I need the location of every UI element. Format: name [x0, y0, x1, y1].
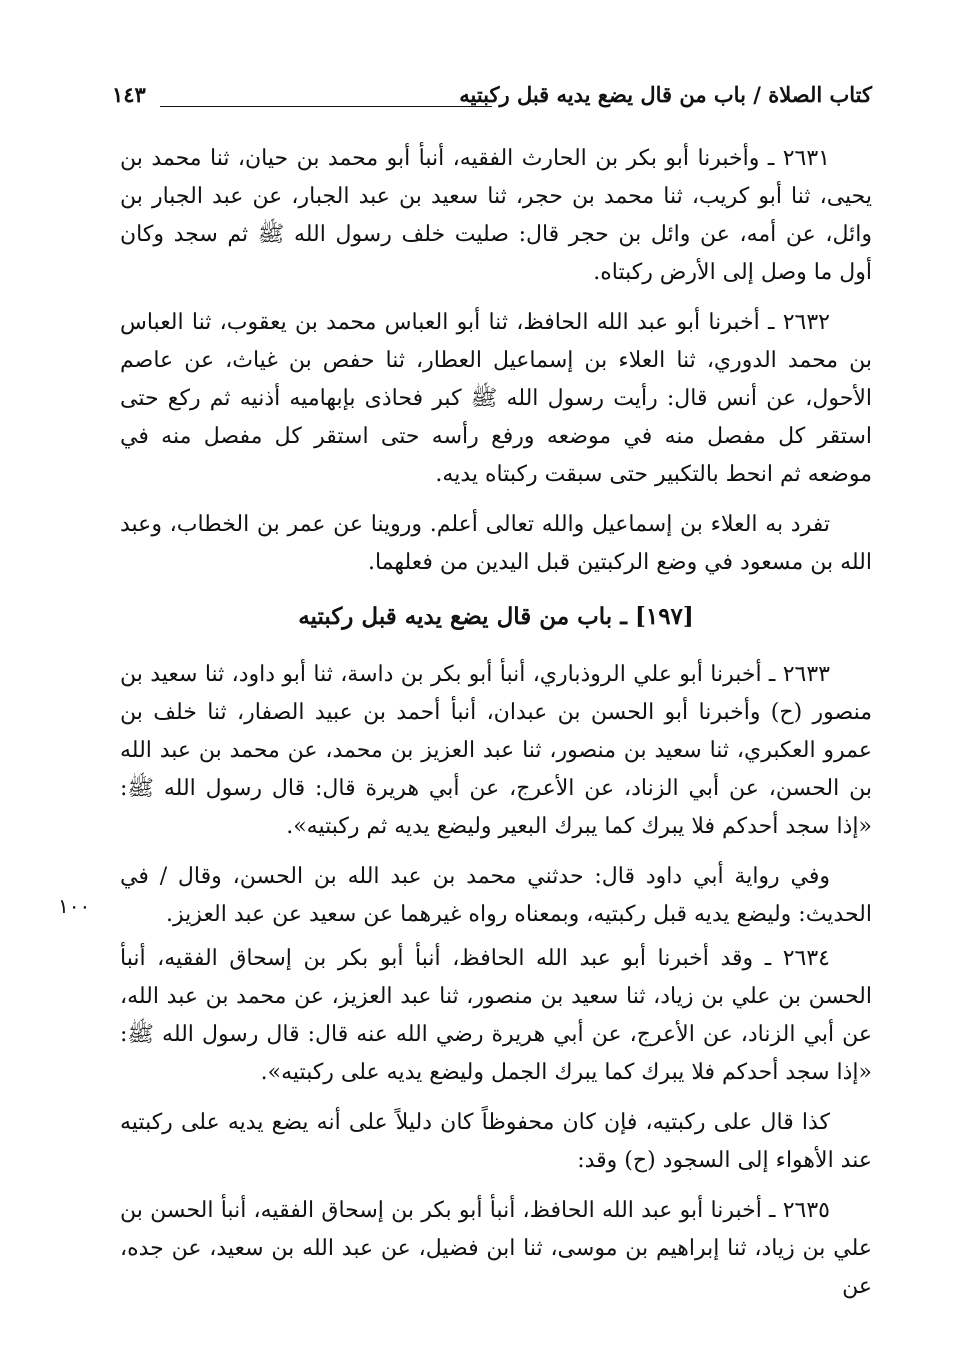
abu-dawud-variant: وفي رواية أبي داود قال: حدثني محمد بن عبد الله بن الحسن، وقال / في الحديث: وليضع يديه قبل ركبتيه، وبمعناه رواه غيرهما عن سعيد عن عبد العزيز.	[120, 864, 872, 927]
header-rule	[160, 106, 492, 107]
running-title: كتاب الصلاة / باب من قال يضع يديه قبل ركبتيه	[459, 82, 872, 107]
commentary-paragraph-2: كذا قال على ركبتيه، فإن كان محفوظاً كان دليلاً على أنه يضع يديه على ركبتيه عند الأهواء إلى السجود (ح) وقد:	[120, 1110, 872, 1173]
page-number: ١٤٣	[112, 82, 146, 107]
hadith-2634: ٢٦٣٤ ـ وقد أخبرنا أبو عبد الله الحافظ، أنبأ أبو بكر بن إسحاق الفقيه، أنبأ الحسن بن علي بن زياد، ثنا سعيد بن منصور، ثنا عبد العزيز، عن محمد بن عبد الله، عن أبي الزناد، عن الأعرج، عن أبي هريرة رضي الله عنه قال: قال رسول الله ﷺ: «إذا سجد أحدكم فلا يبرك كما يبرك الجمل وليضع يديه على ركبتيه».	[120, 946, 872, 1085]
hadith-2635: ٢٦٣٥ ـ أخبرنا أبو عبد الله الحافظ، أنبأ أبو بكر بن إسحاق الفقيه، أنبأ الحسن بن علي بن زياد، ثنا إبراهيم بن موسى، ثنا ابن فضيل، عن عبد الله بن سعيد، عن جده، عن	[120, 1198, 872, 1299]
chapter-heading: [١٩٧] ـ باب من قال يضع يديه قبل ركبتيه	[298, 603, 694, 630]
hadith-2633: ٢٦٣٣ ـ أخبرنا أبو علي الروذباري، أنبأ أبو بكر بن داسة، ثنا أبو داود، ثنا سعيد بن منصور (ح) وأخبرنا أبو الحسن بن عبدان، أنبأ أحمد بن عبيد الصفار، ثنا خلف بن عمرو العكبري، ثنا سعيد بن منصور، ثنا عبد العزيز بن محمد، عن محمد بن عبد الله بن الحسن، عن أبي الزناد، عن الأعرج، عن أبي هريرة قال: قال رسول الله ﷺ: «إذا سجد أحدكم فلا يبرك كما يبرك البعير وليضع يديه ثم ركبتيه».	[120, 662, 872, 839]
hadith-2631: ٢٦٣١ ـ وأخبرنا أبو بكر بن الحارث الفقيه، أنبأ أبو محمد بن حيان، ثنا محمد بن يحيى، ثنا أبو كريب، ثنا محمد بن حجر، ثنا سعيد بن عبد الجبار، عن عبد الجبار بن وائل، عن أمه، عن وائل بن حجر قال: صليت خلف رسول الله ﷺ ثم سجد وكان أول ما وصل إلى الأرض ركبتاه.	[120, 146, 872, 285]
hadith-2632: ٢٦٣٢ ـ أخبرنا أبو عبد الله الحافظ، ثنا أبو العباس محمد بن يعقوب، ثنا العباس بن محمد الدوري، ثنا العلاء بن إسماعيل العطار، ثنا حفص بن غياث، عن عاصم الأحول، عن أنس قال: رأيت رسول الله ﷺ كبر فحاذى بإبهاميه أذنيه ثم ركع حتى استقر كل مفصل منه في موضعه ورفع رأسه حتى استقر كل مفصل منه في موضعه ثم انحط بالتكبير حتى سبقت ركبتاه يديه.	[120, 310, 872, 487]
margin-page-reference: ١٠٠	[58, 894, 91, 918]
page-body	[120, 140, 872, 1318]
page-header	[112, 82, 872, 122]
commentary-paragraph: تفرد به العلاء بن إسماعيل والله تعالى أعلم. وروينا عن عمر بن الخطاب، وعبد الله بن مسعود في وضع الركبتين قبل اليدين من فعلهما.	[120, 512, 872, 575]
